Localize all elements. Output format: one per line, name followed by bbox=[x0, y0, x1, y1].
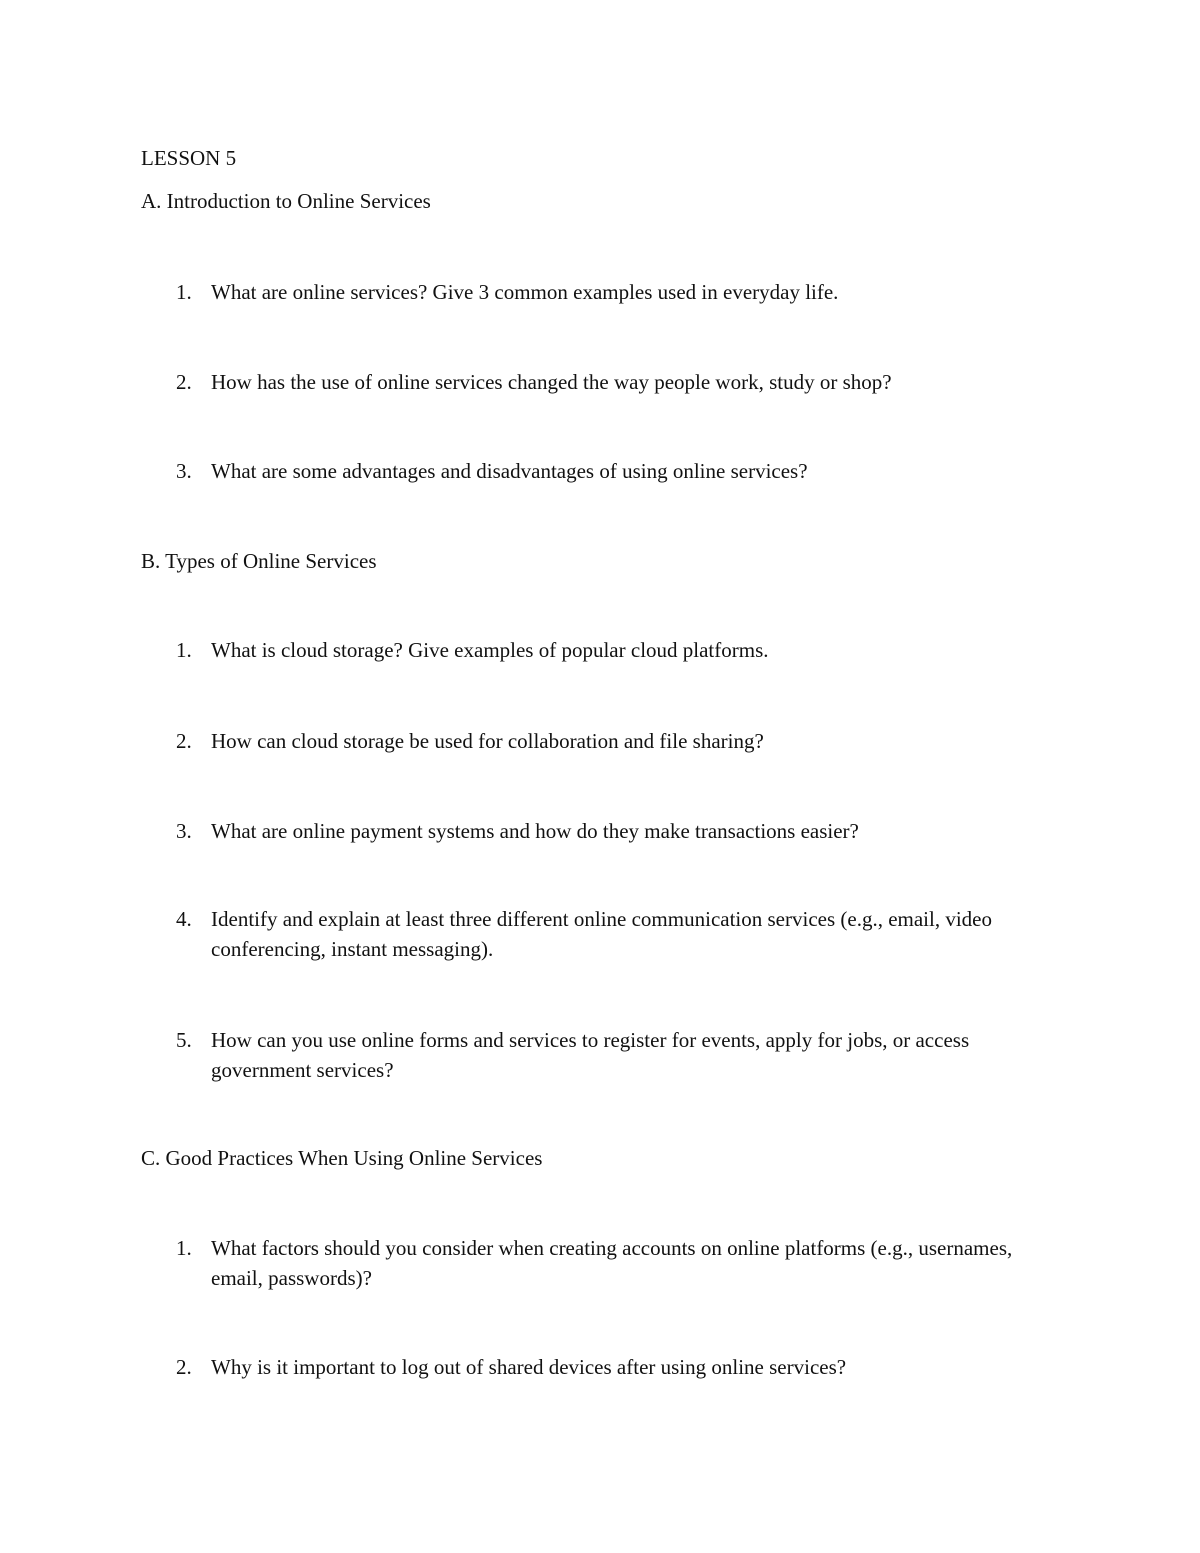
question-text: How can you use online forms and services to register for events, apply for jobs, or access government services? bbox=[211, 1028, 970, 1082]
question-number: 3. bbox=[176, 819, 192, 843]
question-text: How has the use of online services changed the way people work, study or shop? bbox=[211, 370, 892, 394]
question-text: What factors should you consider when creating accounts on online platforms (e.g., usernames, email, passwords)? bbox=[211, 1236, 1013, 1290]
question-text: What are online services? Give 3 common examples used in everyday life. bbox=[211, 280, 839, 304]
section-heading-a: A. Introduction to Online Services bbox=[141, 189, 431, 213]
question-number: 1. bbox=[176, 1236, 192, 1260]
question-text: How can cloud storage be used for collaboration and file sharing? bbox=[211, 729, 764, 753]
question-number: 4. bbox=[176, 907, 192, 931]
question-text: Why is it important to log out of shared devices after using online services? bbox=[211, 1355, 847, 1379]
question-text: What is cloud storage? Give examples of popular cloud platforms. bbox=[211, 638, 769, 662]
question-text: What are some advantages and disadvantages of using online services? bbox=[211, 459, 808, 483]
section-heading-c: C. Good Practices When Using Online Services bbox=[141, 1146, 543, 1170]
question-number: 2. bbox=[176, 1355, 192, 1379]
lesson-title: LESSON 5 bbox=[141, 146, 237, 170]
question-number: 3. bbox=[176, 459, 192, 483]
question-text: Identify and explain at least three different online communication services (e.g., email, video conferencing, instant messaging). bbox=[211, 907, 992, 961]
question-number: 1. bbox=[176, 638, 192, 662]
section-heading-b: B. Types of Online Services bbox=[141, 549, 377, 573]
question-number: 1. bbox=[176, 280, 192, 304]
question-number: 2. bbox=[176, 370, 192, 394]
question-number: 2. bbox=[176, 729, 192, 753]
question-number: 5. bbox=[176, 1028, 192, 1052]
question-text: What are online payment systems and how do they make transactions easier? bbox=[211, 819, 859, 843]
